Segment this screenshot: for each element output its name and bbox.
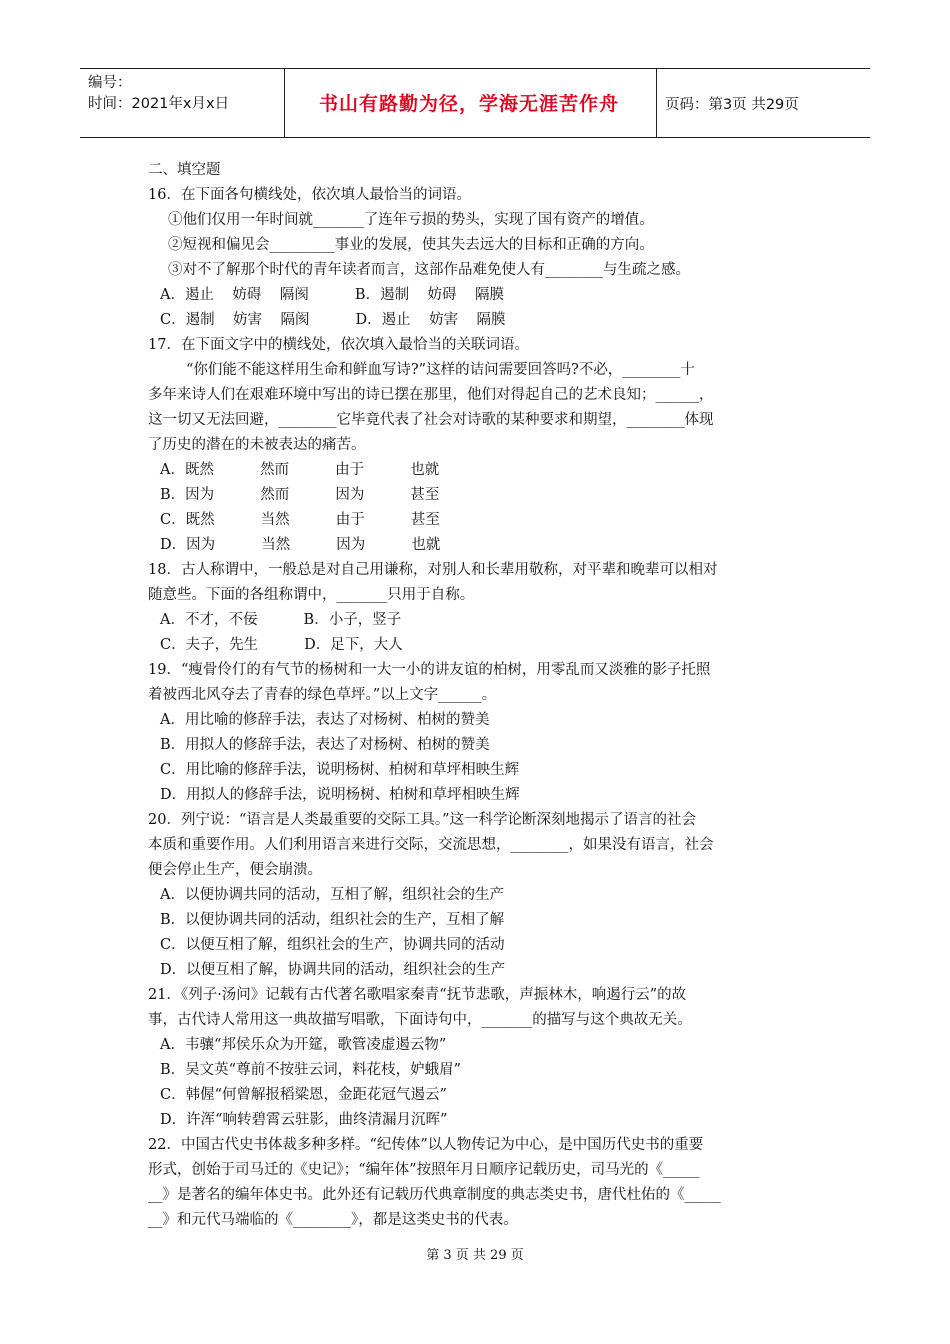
text-line: “你们能不能这样用生命和鲜血写诗?”这样的诘问需要回答吗?不必，________十 — [186, 362, 695, 378]
header-divider — [656, 69, 657, 137]
text-line: 18．古人称谓中，一般总是对自己用谦称，对别人和长辈用敬称，对平辈和晚辈可以相对 — [148, 562, 718, 578]
header-motto: 书山有路勤为径，学海无涯苦作舟 — [318, 93, 619, 115]
text-line: 了历史的潜在的未被表达的痛苦。 — [148, 437, 366, 453]
document-body — [148, 158, 808, 1233]
text-line: 19．“瘦骨伶仃的有气节的杨树和一大一小的讲友谊的柏树，用零乱而又淡雅的影子托照 — [148, 662, 711, 678]
text-line: 随意些。下面的各组称谓中，_______只用于自称。 — [148, 587, 475, 603]
section-title: 二、填空题 — [148, 162, 221, 178]
text-line: C．既然 当然 由于 甚至 — [160, 512, 440, 528]
text-line: B．以便协调共同的活动，组织社会的生产，互相了解 — [160, 912, 505, 928]
text-line: 本质和重要作用。人们利用语言来进行交际，交流思想，________，如果没有语言，社会 — [148, 837, 714, 853]
page-number-label: 页码：第3页 共29页 — [665, 97, 799, 113]
page-header — [80, 68, 870, 138]
text-line: C．夫子，先生 D．足下，大人 — [160, 637, 403, 653]
text-line: D．以便互相了解，协调共同的活动，组织社会的生产 — [160, 962, 506, 978]
text-line: B．用拟人的修辞手法，表达了对杨树、柏树的赞美 — [160, 737, 490, 753]
header-meta — [88, 73, 278, 115]
text-line: B．吴文英“尊前不按驻云词，料花枝，妒蛾眉” — [160, 1062, 461, 1078]
text-line: A．既然 然而 由于 也就 — [160, 462, 440, 478]
text-line: __》和元代马端临的《________》，都是这类史书的代表。 — [148, 1212, 518, 1228]
text-line: D．用拟人的修辞手法，说明杨树、柏树和草坪相映生辉 — [160, 787, 520, 803]
text-line: D．因为 当然 因为 也就 — [160, 537, 441, 553]
text-line: A．遏止 妨碍 隔阂 B．遏制 妨碍 隔膜 — [160, 287, 504, 303]
text-line: 事，古代诗人常用这一典故描写唱歌，下面诗句中，_______的描写与这个典故无关。 — [148, 1012, 692, 1028]
text-line: ①他们仅用一年时间就_______了连年亏损的势头，实现了国有资产的增值。 — [168, 212, 654, 228]
date-label: 时间：2021年x月x日 — [88, 96, 230, 112]
text-line: 22．中国古代史书体裁多种多样。“纪传体”以人物传记为中心，是中国历代史书的重要 — [148, 1137, 704, 1153]
text-line: B．因为 然而 因为 甚至 — [160, 487, 440, 503]
text-line: 便会停止生产，便会崩溃。 — [148, 862, 322, 878]
text-line: C．韩偓“何曾解报稻粱恩，金距花冠气遏云” — [160, 1087, 447, 1103]
text-line: D．许浑“响转碧霄云驻影，曲终清漏月沉晖” — [160, 1112, 448, 1128]
text-line: A．用比喻的修辞手法，表达了对杨树、柏树的赞美 — [160, 712, 490, 728]
text-line: ②短视和偏见会_________事业的发展，使其失去远大的目标和正确的方向。 — [168, 237, 654, 253]
text-line: A．韦骧“邦侯乐众为开筵，歌管凌虚遏云物” — [160, 1037, 447, 1053]
text-line: __》是著名的编年体史书。此外还有记载历代典章制度的典志类史书，唐代杜佑的《_____ — [148, 1187, 721, 1203]
text-line: 多年来诗人们在艰难环境中写出的诗已摆在那里，他们对得起自己的艺术良知；______， — [148, 387, 714, 403]
number-label: 编号： — [88, 75, 132, 91]
text-line: 20．列宁说：“语言是人类最重要的交际工具。”这一科学论断深刻地揭示了语言的社会 — [148, 812, 697, 828]
text-line: 这一切又无法回避，________它毕竟代表了社会对诗歌的某种要求和期望，________体现 — [148, 412, 714, 428]
text-line: ③对不了解那个时代的青年读者而言，这部作品难免使人有________与生疏之感。 — [168, 262, 690, 278]
text-line: 21．《列子·汤问》记载有古代著名歌唱家秦青“抚节悲歌，声振林木，响遏行云”的故 — [148, 987, 687, 1003]
text-line: 形式，创始于司马迁的《史记》；“编年体”按照年月日顺序记载历史，司马光的《_____ — [148, 1162, 700, 1178]
text-line: C．遏制 妨害 隔阂 D．遏止 妨害 隔膜 — [160, 312, 506, 328]
text-line: C．用比喻的修辞手法，说明杨树、柏树和草坪相映生辉 — [160, 762, 520, 778]
text-line: 着被西北风夺去了青春的绿色草坪。”以上文字______。 — [148, 687, 497, 703]
text-line: A．以便协调共同的活动，互相了解，组织社会的生产 — [160, 887, 504, 903]
text-line: 17．在下面文字中的横线处，依次填入最恰当的关联词语。 — [148, 337, 529, 353]
page-footer: 第 3 页 共 29 页 — [426, 1248, 524, 1263]
text-line: 16．在下面各句横线处，依次填人最恰当的词语。 — [148, 187, 471, 203]
text-line: C．以便互相了解，组织社会的生产，协调共同的活动 — [160, 937, 505, 953]
text-line: A．不才，不佞 B．小子，竖子 — [160, 612, 402, 628]
